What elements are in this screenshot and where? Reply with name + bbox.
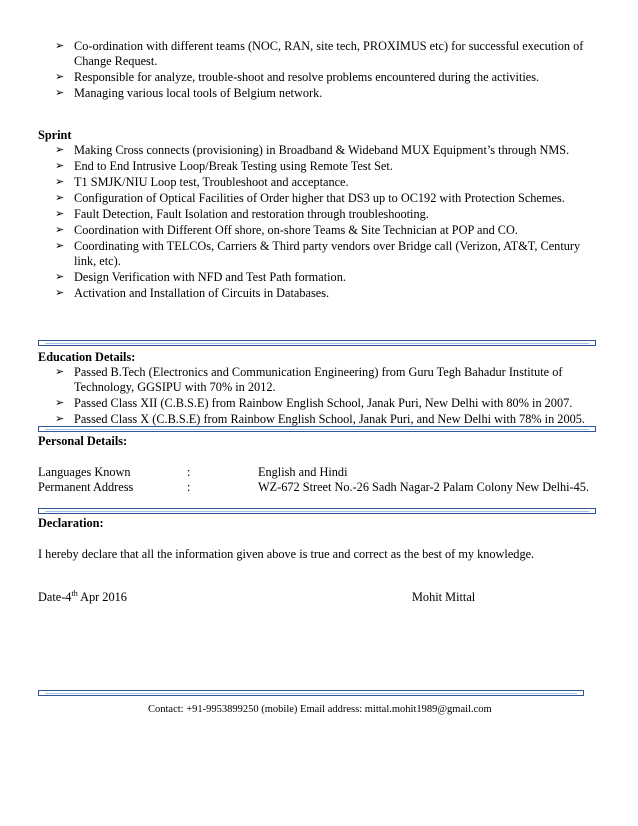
sprint-heading: Sprint: [38, 128, 72, 142]
languages-label: Languages Known: [38, 465, 131, 479]
list-item: ➢ Co-ordination with different teams (NOC, RAN, site tech, PROXIMUS etc) for successful execution of Change Request.: [55, 39, 584, 68]
section-divider: [38, 340, 596, 346]
languages-value: English and Hindi: [258, 465, 348, 479]
section-divider: [38, 426, 596, 432]
list-item: ➢ Managing various local tools of Belgium network.: [55, 86, 323, 100]
arrow-bullet-icon: ➢: [55, 397, 65, 409]
address-separator: :: [187, 480, 191, 494]
declaration-text: I hereby declare that all the information given above is true and correct as the best of my knowledge.: [38, 547, 535, 561]
education-bullet-list: [55, 365, 600, 428]
personal-details-heading: Personal Details:: [38, 434, 128, 448]
list-item: ➢ Coordinating with TELCOs, Carriers & Third party vendors over Bridge call (Verizon, AT&T, Century link, etc).: [55, 239, 581, 268]
list-item: ➢ Activation and Installation of Circuits in Databases.: [55, 286, 330, 300]
arrow-bullet-icon: ➢: [55, 271, 65, 283]
list-item: ➢ Design Verification with NFD and Test Path formation.: [55, 270, 346, 284]
declaration-heading: Declaration:: [38, 516, 104, 530]
list-item: ➢ T1 SMJK/NIU Loop test, Troubleshoot and acceptance.: [55, 175, 349, 189]
address-value: WZ-672 Street No.-26 Sadh Nagar-2 Palam Colony New Delhi-45.: [258, 480, 590, 494]
footer-divider: [38, 690, 584, 696]
address-label: Permanent Address: [38, 480, 134, 494]
list-item: ➢ Making Cross connects (provisioning) in Broadband & Wideband MUX Equipment’s through NMS.: [55, 143, 570, 157]
list-item: ➢ Passed B.Tech (Electronics and Communication Engineering) from Guru Tegh Bahadur Institute of Technology, GGSIPU with 70% in 2012.: [55, 365, 563, 394]
arrow-bullet-icon: ➢: [55, 224, 65, 236]
sprint-bullet-list: [55, 143, 600, 302]
list-item: ➢ Passed Class XII (C.B.S.E) from Rainbow English School, Janak Puri, New Delhi with 80% in 2007.: [55, 396, 573, 410]
arrow-bullet-icon: ➢: [55, 192, 65, 204]
list-item: ➢ Passed Class X (C.B.S.E) from Rainbow English School, Janak Puri, and New Delhi with 78% in 2005.: [55, 412, 585, 426]
footer-contact: Contact: +91-9953899250 (mobile) Email address: mittal.mohit1989@gmail.com: [148, 704, 492, 715]
arrow-bullet-icon: ➢: [55, 144, 65, 156]
arrow-bullet-icon: ➢: [55, 287, 65, 299]
education-heading: Education Details:: [38, 350, 136, 364]
list-item: ➢ Coordination with Different Off shore, on-shore Teams & Site Technician at POP and CO.: [55, 223, 518, 237]
arrow-bullet-icon: ➢: [55, 40, 65, 52]
arrow-bullet-icon: ➢: [55, 208, 65, 220]
list-item: ➢ End to End Intrusive Loop/Break Testing using Remote Test Set.: [55, 159, 393, 173]
arrow-bullet-icon: ➢: [55, 413, 65, 425]
experience-bullet-list: [55, 39, 600, 102]
arrow-bullet-icon: ➢: [55, 71, 65, 83]
declaration-date: Date-4th Apr 2016: [38, 588, 127, 604]
arrow-bullet-icon: ➢: [55, 160, 65, 172]
arrow-bullet-icon: ➢: [55, 87, 65, 99]
arrow-bullet-icon: ➢: [55, 240, 65, 252]
arrow-bullet-icon: ➢: [55, 366, 65, 378]
arrow-bullet-icon: ➢: [55, 176, 65, 188]
list-item: ➢ Responsible for analyze, trouble-shoot and resolve problems encountered during the activities.: [55, 70, 540, 84]
signature-name: Mohit Mittal: [412, 590, 476, 604]
list-item: ➢ Configuration of Optical Facilities of Order higher that DS3 up to OC192 with Protection Schemes.: [55, 191, 565, 205]
languages-separator: :: [187, 465, 191, 479]
list-item: ➢ Fault Detection, Fault Isolation and restoration through troubleshooting.: [55, 207, 429, 221]
section-divider: [38, 508, 596, 514]
